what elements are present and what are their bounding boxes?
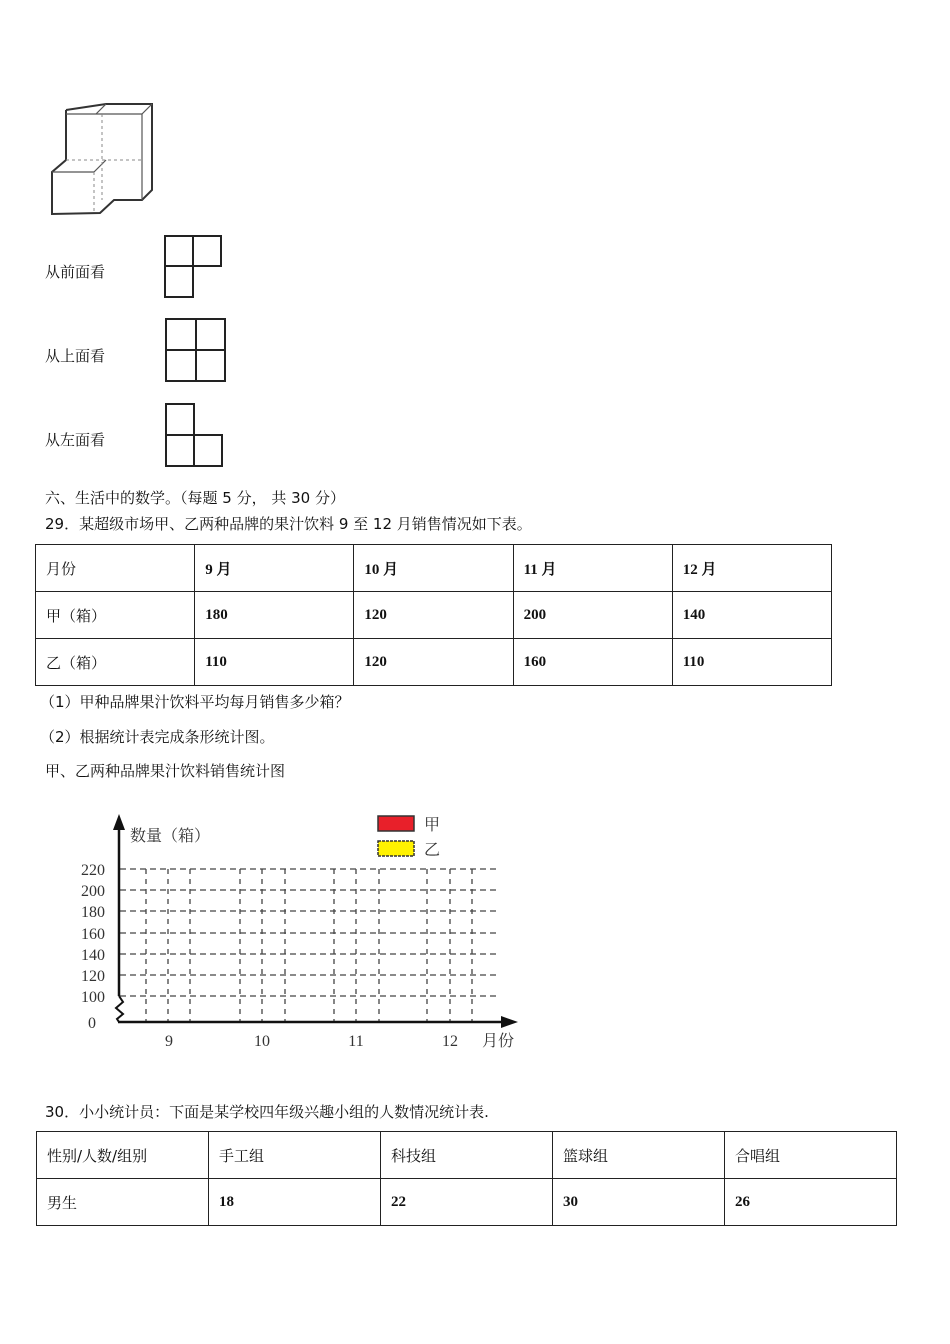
table-cell: 110	[672, 639, 831, 686]
table-header-cell: 性别/人数/组别	[37, 1132, 209, 1179]
y-tick: 160	[81, 926, 105, 943]
table-cell: 140	[672, 592, 831, 639]
y-axis-label: 数量（箱）	[130, 826, 211, 845]
table-cell: 26	[725, 1179, 897, 1226]
horizontal-gridlines	[120, 869, 497, 996]
view-label-front: 从前面看	[45, 263, 106, 281]
row-label: 甲（箱）	[36, 592, 195, 639]
y-tick: 140	[81, 947, 105, 964]
table-cell: 180	[195, 592, 354, 639]
legend-label: 甲	[424, 815, 441, 834]
row-label: 乙（箱）	[36, 639, 195, 686]
y-tick: 120	[81, 968, 105, 985]
y-tick: 220	[81, 862, 105, 879]
legend-label: 乙	[424, 840, 441, 859]
x-tick: 9	[165, 1033, 173, 1050]
x-axis	[118, 1016, 518, 1028]
vertical-gridlines	[146, 869, 472, 1022]
x-tick: 12	[442, 1033, 458, 1050]
table-header-row	[37, 1132, 897, 1179]
y-tick: 200	[81, 883, 105, 900]
table-row	[37, 1179, 897, 1226]
y-tick-labels	[81, 862, 105, 1032]
table-header-cell: 9 月	[195, 545, 354, 592]
table-cell: 120	[354, 639, 513, 686]
view-label-left: 从左面看	[45, 431, 106, 449]
table-header-cell: 篮球组	[553, 1132, 725, 1179]
section-heading: 六、生活中的数学。（每题 5 分， 共 30 分）	[45, 489, 345, 507]
question-29-prompt: 29．某超级市场甲、乙两种品牌的果汁饮料 9 至 12 月销售情况如下表。	[45, 515, 532, 533]
table-cell: 200	[513, 592, 672, 639]
x-tick: 11	[348, 1033, 364, 1050]
y-tick: 100	[81, 989, 105, 1006]
table-header-cell: 月份	[36, 545, 195, 592]
legend	[378, 815, 440, 859]
table-cell: 110	[195, 639, 354, 686]
table-header-cell: 合唱组	[725, 1132, 897, 1179]
legend-swatch-jia	[378, 816, 414, 831]
table-cell: 30	[553, 1179, 725, 1226]
table-header-cell: 11 月	[513, 545, 672, 592]
table-header-cell: 12 月	[672, 545, 831, 592]
y-axis	[113, 814, 125, 1022]
interest-group-table	[36, 1131, 897, 1226]
chart-title: 甲、乙两种品牌果汁饮料销售统计图	[45, 762, 286, 780]
question-30-prompt: 30．小小统计员：下面是某学校四年级兴趣小组的人数情况统计表.	[45, 1103, 489, 1121]
x-tick: 10	[254, 1033, 270, 1050]
table-cell: 120	[354, 592, 513, 639]
row-label: 男生	[37, 1179, 209, 1226]
x-axis-label: 月份	[482, 1031, 515, 1050]
table-cell: 160	[513, 639, 672, 686]
y-tick: 0	[88, 1015, 96, 1032]
legend-swatch-yi	[378, 841, 414, 856]
sub-question-2: （2）根据统计表完成条形统计图。	[40, 728, 275, 746]
table-header-cell: 科技组	[381, 1132, 553, 1179]
sub-question-1: （1）甲种品牌果汁饮料平均每月销售多少箱？	[40, 693, 350, 711]
table-cell: 22	[381, 1179, 553, 1226]
x-tick-labels	[165, 1033, 458, 1050]
y-tick: 180	[81, 904, 105, 921]
table-cell: 18	[209, 1179, 381, 1226]
view-label-top: 从上面看	[45, 347, 106, 365]
table-header-cell: 手工组	[209, 1132, 381, 1179]
table-header-cell: 10 月	[354, 545, 513, 592]
